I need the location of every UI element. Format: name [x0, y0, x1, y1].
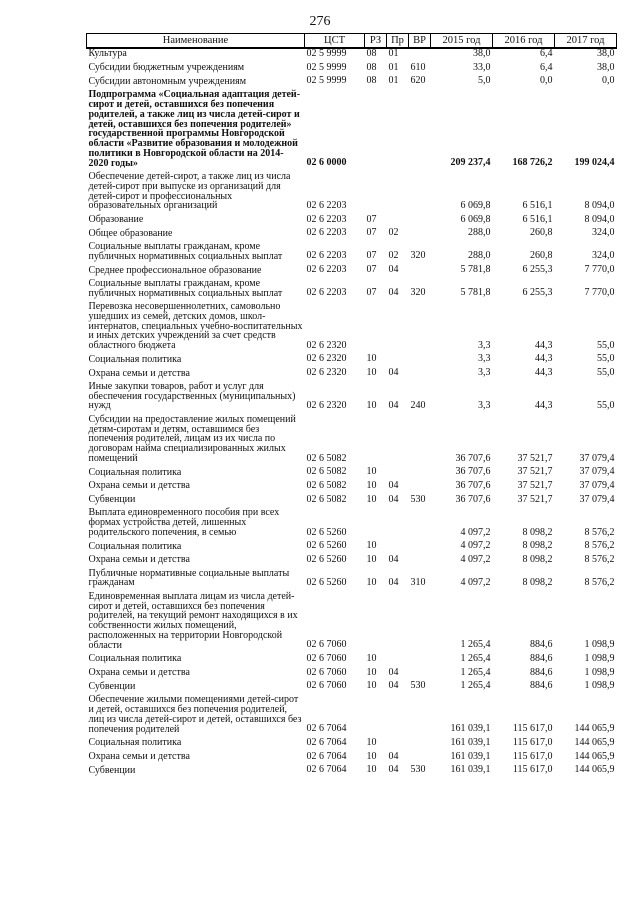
cell-vr — [409, 168, 431, 211]
table-row — [87, 262, 617, 276]
cell-name: Субсидии на предоставление жилых помещений детям-сиротам и детям, оставшимся без попечения родителей, лицам из их числа по договорам найма специализированных жилых помещений — [88, 413, 296, 464]
cell-pr — [387, 464, 409, 478]
cell-2015: 6 069,8 — [460, 199, 491, 211]
cell-2015: 36 707,6 — [455, 493, 491, 505]
cell-2015: 1 265,4 — [460, 653, 491, 665]
cell-pr: 04 — [388, 287, 399, 299]
cell-pr — [387, 538, 409, 552]
cell-pr: 04 — [388, 479, 399, 491]
cell-cst: 02 5 9999 — [306, 75, 347, 87]
cell-2015: 4 097,2 — [460, 540, 491, 552]
cell-cst: 02 6 2320 — [306, 339, 347, 351]
cell-rz: 10 — [366, 736, 377, 748]
cell-name: Подпрограмма «Социальная адаптация детей-сирот и детей, оставшихся без попечения родителей, а также лиц из числа детей-сирот и детей, оставшихся без попечения родителей» государственной программы Новгородской области «Развитие образования и молодежной политики в Новгородской области на 2014-2020 годы» — [88, 89, 301, 169]
cell-rz: 07 — [366, 227, 377, 239]
cell-2017: 0,0 — [602, 75, 615, 87]
cell-vr — [409, 262, 431, 276]
cell-pr: 02 — [388, 250, 399, 262]
table-row — [87, 565, 617, 588]
cell-cst: 02 6 2320 — [306, 353, 347, 365]
cell-pr: 04 — [388, 367, 399, 379]
cell-pr: 04 — [388, 577, 399, 589]
header-cst: ЦСТ — [305, 34, 365, 49]
cell-name: Культура — [88, 48, 127, 60]
cell-vr — [409, 505, 431, 538]
cell-2017: 55,0 — [597, 400, 615, 412]
cell-rz: 10 — [366, 479, 377, 491]
cell-rz: 07 — [366, 264, 377, 276]
cell-pr — [387, 298, 409, 350]
cell-2016: 6,4 — [540, 48, 553, 59]
cell-name: Публичные нормативные социальные выплаты гражданам — [88, 567, 290, 589]
cell-vr — [409, 48, 431, 59]
cell-rz: 07 — [366, 250, 377, 262]
cell-vr: 320 — [410, 250, 426, 262]
table-row — [87, 491, 617, 505]
cell-vr: 530 — [410, 680, 426, 692]
cell-cst: 02 6 5082 — [306, 479, 347, 491]
table-row — [87, 692, 617, 735]
cell-cst: 02 6 5082 — [306, 452, 347, 464]
cell-name: Социальные выплаты гражданам, кроме публичных нормативных социальных выплат — [88, 241, 283, 262]
table-row — [87, 762, 617, 776]
cell-vr — [409, 477, 431, 491]
page-number: 276 — [309, 14, 331, 29]
cell-pr — [387, 734, 409, 748]
cell-2015: 288,0 — [468, 227, 491, 239]
cell-2015: 6 069,8 — [460, 213, 491, 225]
cell-pr — [387, 87, 409, 169]
cell-name: Субсидии бюджетным учреждениям — [88, 62, 245, 74]
table-row — [87, 365, 617, 379]
table-row — [87, 378, 617, 411]
cell-2017: 8 094,0 — [584, 199, 615, 211]
cell-cst: 02 6 2203 — [306, 213, 347, 225]
cell-2017: 7 770,0 — [584, 287, 615, 299]
cell-name: Субвенции — [88, 764, 136, 776]
table-row — [87, 225, 617, 239]
cell-pr: 04 — [388, 680, 399, 692]
cell-rz: 10 — [366, 666, 377, 678]
cell-name: Социальная политика — [88, 466, 182, 478]
table-row — [87, 551, 617, 565]
cell-name: Охрана семьи и детства — [88, 480, 190, 492]
cell-pr — [387, 168, 409, 211]
table-row — [87, 239, 617, 262]
cell-name: Иные закупки товаров, работ и услуг для обеспечения государственных (муниципальных) нужд — [88, 380, 296, 412]
cell-name: Перевозка несовершеннолетних, самовольно ушедших из семей, детских домов, школ-интернатов, специальных учебно-воспитательных и иных детских учреждений за счет средств областного бюджета — [88, 300, 303, 352]
cell-2015: 3,3 — [478, 353, 491, 365]
header-name: Наименование — [87, 34, 305, 49]
cell-cst: 02 6 5260 — [306, 526, 347, 538]
cell-name: Социальная политика — [88, 353, 182, 365]
cell-rz — [365, 298, 387, 350]
cell-name: Охрана семьи и детства — [88, 750, 190, 762]
cell-2016: 44,3 — [535, 353, 553, 365]
cell-2015: 209 237,4 — [450, 157, 491, 169]
cell-2016: 115 617,0 — [512, 764, 553, 776]
cell-pr — [387, 351, 409, 365]
cell-2017: 8 576,2 — [584, 526, 615, 538]
cell-vr — [409, 748, 431, 762]
cell-rz — [365, 87, 387, 169]
cell-2016: 884,6 — [530, 653, 553, 665]
cell-rz — [365, 692, 387, 735]
cell-2016: 37 521,7 — [517, 452, 553, 464]
table-header-row — [87, 34, 617, 49]
cell-2015: 3,3 — [478, 339, 491, 351]
cell-pr — [387, 411, 409, 463]
cell-vr — [409, 734, 431, 748]
table-row — [87, 748, 617, 762]
table-row — [87, 87, 617, 169]
budget-table — [86, 33, 617, 775]
cell-vr — [409, 211, 431, 225]
cell-2017: 55,0 — [597, 367, 615, 379]
cell-vr — [409, 651, 431, 665]
cell-name: Охрана семьи и детства — [88, 667, 190, 679]
cell-2016: 37 521,7 — [517, 493, 553, 505]
cell-2016: 260,8 — [530, 227, 553, 239]
cell-pr: 02 — [388, 227, 399, 239]
cell-2017: 37 079,4 — [579, 479, 615, 491]
cell-vr: 310 — [410, 577, 426, 589]
cell-name: Выплата единовременного пособия при всех формах устройства детей, лишенных родительского попечения, в семью — [88, 507, 280, 538]
table-row — [87, 59, 617, 73]
cell-2015: 4 097,2 — [460, 526, 491, 538]
cell-cst: 02 6 2320 — [306, 400, 347, 412]
cell-2016: 260,8 — [530, 250, 553, 262]
cell-pr: 04 — [388, 750, 399, 762]
cell-2016: 6 255,3 — [522, 287, 553, 299]
cell-2015: 5,0 — [478, 75, 491, 87]
table-row — [87, 664, 617, 678]
cell-pr: 04 — [388, 666, 399, 678]
header-vr: ВР — [409, 34, 431, 49]
table-row — [87, 48, 617, 59]
cell-2015: 36 707,6 — [455, 452, 491, 464]
cell-2015: 5 781,8 — [460, 264, 491, 276]
cell-cst: 02 6 5260 — [306, 577, 347, 589]
cell-vr: 530 — [410, 493, 426, 505]
cell-rz — [365, 411, 387, 463]
cell-rz: 10 — [366, 750, 377, 762]
cell-2016: 0,0 — [540, 75, 553, 87]
cell-2015: 36 707,6 — [455, 466, 491, 478]
table-row — [87, 298, 617, 350]
cell-cst: 02 6 5260 — [306, 540, 347, 552]
cell-cst: 02 6 5082 — [306, 493, 347, 505]
cell-cst: 02 6 2203 — [306, 227, 347, 239]
cell-pr: 04 — [388, 264, 399, 276]
cell-2015: 161 039,1 — [450, 764, 491, 776]
cell-pr: 04 — [388, 493, 399, 505]
cell-vr — [409, 692, 431, 735]
cell-rz: 10 — [366, 400, 377, 412]
cell-pr: 01 — [388, 75, 399, 87]
cell-2017: 324,0 — [592, 227, 615, 239]
cell-name: Единовременная выплата лицам из числа детей-сирот и детей, оставшихся без попечения родителей, на текущий ремонт находящихся в их собственности жилых помещений, расположенных на территории Новгородской области — [88, 590, 298, 651]
cell-2017: 38,0 — [597, 48, 615, 59]
cell-vr — [409, 664, 431, 678]
cell-2016: 6 516,1 — [522, 199, 553, 211]
cell-rz: 10 — [366, 553, 377, 565]
cell-pr: 01 — [388, 61, 399, 73]
cell-rz: 10 — [366, 540, 377, 552]
cell-2016: 8 098,2 — [522, 526, 553, 538]
cell-rz: 10 — [366, 764, 377, 776]
cell-2016: 44,3 — [535, 367, 553, 379]
cell-rz: 10 — [366, 466, 377, 478]
cell-vr — [409, 551, 431, 565]
cell-cst: 02 6 2203 — [306, 287, 347, 299]
cell-vr — [409, 225, 431, 239]
cell-2016: 115 617,0 — [512, 750, 553, 762]
cell-2015: 1 265,4 — [460, 639, 491, 651]
cell-vr — [409, 351, 431, 365]
cell-2016: 8 098,2 — [522, 540, 553, 552]
cell-rz: 10 — [366, 653, 377, 665]
header-2015: 2015 год — [431, 34, 493, 49]
cell-vr: 610 — [410, 61, 426, 73]
cell-vr — [409, 87, 431, 169]
table-row — [87, 351, 617, 365]
cell-2016: 884,6 — [530, 680, 553, 692]
cell-name: Социальная политика — [88, 653, 182, 665]
cell-name: Субсидии автономным учреждениям — [88, 75, 247, 87]
cell-cst: 02 6 7060 — [306, 639, 347, 651]
cell-2016: 44,3 — [535, 400, 553, 412]
cell-2016: 8 098,2 — [522, 577, 553, 589]
cell-cst: 02 6 7064 — [306, 750, 347, 762]
cell-vr — [409, 298, 431, 350]
cell-vr: 530 — [410, 764, 426, 776]
cell-rz: 07 — [366, 287, 377, 299]
cell-cst: 02 6 5082 — [306, 466, 347, 478]
cell-2016: 6 255,3 — [522, 264, 553, 276]
cell-2017: 199 024,4 — [574, 157, 615, 169]
cell-cst: 02 6 2203 — [306, 264, 347, 276]
cell-vr — [409, 538, 431, 552]
cell-cst: 02 6 7060 — [306, 680, 347, 692]
cell-rz: 08 — [366, 48, 377, 59]
cell-cst: 02 5 9999 — [306, 48, 347, 59]
cell-2017: 144 065,9 — [574, 764, 615, 776]
cell-vr — [409, 365, 431, 379]
cell-cst: 02 6 7064 — [306, 723, 347, 735]
cell-2017: 55,0 — [597, 339, 615, 351]
cell-pr: 04 — [388, 400, 399, 412]
cell-2017: 144 065,9 — [574, 723, 615, 735]
cell-vr: 320 — [410, 287, 426, 299]
cell-2017: 8 576,2 — [584, 577, 615, 589]
cell-name: Социальная политика — [88, 737, 182, 749]
cell-cst: 02 6 7060 — [306, 653, 347, 665]
table-body — [87, 48, 617, 775]
table-row — [87, 211, 617, 225]
cell-cst: 02 6 7064 — [306, 736, 347, 748]
cell-name: Субвенции — [88, 494, 136, 506]
cell-name: Среднее профессиональное образование — [88, 264, 262, 276]
cell-vr — [409, 411, 431, 463]
cell-cst: 02 6 7060 — [306, 666, 347, 678]
cell-pr — [387, 692, 409, 735]
cell-cst: 02 6 0000 — [306, 157, 347, 169]
cell-rz: 10 — [366, 353, 377, 365]
cell-2017: 7 770,0 — [584, 264, 615, 276]
cell-rz: 08 — [366, 61, 377, 73]
table-row — [87, 678, 617, 692]
cell-2015: 38,0 — [473, 48, 491, 59]
table-row — [87, 477, 617, 491]
cell-2015: 161 039,1 — [450, 736, 491, 748]
cell-2016: 44,3 — [535, 339, 553, 351]
cell-2015: 36 707,6 — [455, 479, 491, 491]
cell-pr: 04 — [388, 764, 399, 776]
cell-2016: 8 098,2 — [522, 553, 553, 565]
cell-2017: 144 065,9 — [574, 736, 615, 748]
table-row — [87, 734, 617, 748]
cell-pr: 01 — [388, 48, 399, 59]
cell-2017: 37 079,4 — [579, 493, 615, 505]
cell-name: Обеспечение жилыми помещениями детей-сирот и детей, оставшихся без попечения родителей, лиц из числа детей-сирот и детей, оставшихся без попечения родителей — [88, 694, 302, 735]
header-pr: Пр — [387, 34, 409, 49]
cell-name: Образование — [88, 214, 144, 226]
cell-2016: 37 521,7 — [517, 479, 553, 491]
cell-vr: 620 — [410, 75, 426, 87]
header-rz: РЗ — [365, 34, 387, 49]
cell-name: Обеспечение детей-сирот, а также лиц из числа детей-сирот при выпуске из организаций для детей-сирот и профессиональных образовательных организаций — [88, 170, 291, 212]
cell-2015: 3,3 — [478, 367, 491, 379]
cell-2017: 8 094,0 — [584, 213, 615, 225]
cell-2017: 324,0 — [592, 250, 615, 262]
cell-2017: 8 576,2 — [584, 553, 615, 565]
cell-name: Субвенции — [88, 680, 136, 692]
cell-cst: 02 6 5260 — [306, 553, 347, 565]
cell-rz — [365, 505, 387, 538]
cell-2015: 3,3 — [478, 400, 491, 412]
cell-rz: 10 — [366, 493, 377, 505]
cell-2015: 1 265,4 — [460, 666, 491, 678]
cell-cst: 02 6 2203 — [306, 199, 347, 211]
cell-name: Охрана семьи и детства — [88, 367, 190, 379]
table-row — [87, 464, 617, 478]
table-row — [87, 168, 617, 211]
table-row — [87, 73, 617, 87]
cell-pr — [387, 505, 409, 538]
cell-2017: 144 065,9 — [574, 750, 615, 762]
cell-2016: 884,6 — [530, 639, 553, 651]
cell-2015: 5 781,8 — [460, 287, 491, 299]
cell-2017: 1 098,9 — [584, 680, 615, 692]
cell-rz: 07 — [366, 213, 377, 225]
cell-vr: 240 — [410, 400, 426, 412]
cell-name: Социальная политика — [88, 540, 182, 552]
cell-2017: 38,0 — [597, 61, 615, 73]
header-2017: 2017 год — [555, 34, 617, 49]
cell-name: Охрана семьи и детства — [88, 554, 190, 566]
cell-pr — [387, 651, 409, 665]
cell-2016: 6 516,1 — [522, 213, 553, 225]
cell-2016: 115 617,0 — [512, 736, 553, 748]
cell-2015: 4 097,2 — [460, 577, 491, 589]
cell-2017: 8 576,2 — [584, 540, 615, 552]
cell-2016: 37 521,7 — [517, 466, 553, 478]
cell-2017: 1 098,9 — [584, 639, 615, 651]
cell-pr: 04 — [388, 553, 399, 565]
cell-2017: 1 098,9 — [584, 666, 615, 678]
cell-cst: 02 6 2203 — [306, 250, 347, 262]
table-row — [87, 505, 617, 538]
cell-2017: 55,0 — [597, 353, 615, 365]
cell-rz: 08 — [366, 75, 377, 87]
cell-rz: 10 — [366, 680, 377, 692]
table-row — [87, 411, 617, 463]
cell-2016: 884,6 — [530, 666, 553, 678]
cell-rz: 10 — [366, 577, 377, 589]
cell-cst: 02 6 2320 — [306, 367, 347, 379]
cell-2015: 4 097,2 — [460, 553, 491, 565]
cell-rz — [365, 588, 387, 650]
table-row — [87, 651, 617, 665]
cell-2016: 168 726,2 — [512, 157, 553, 169]
cell-vr — [409, 464, 431, 478]
table-row — [87, 588, 617, 650]
cell-cst: 02 5 9999 — [306, 61, 347, 73]
cell-cst: 02 6 7064 — [306, 764, 347, 776]
cell-2015: 161 039,1 — [450, 723, 491, 735]
cell-2017: 37 079,4 — [579, 452, 615, 464]
cell-pr — [387, 211, 409, 225]
cell-2015: 1 265,4 — [460, 680, 491, 692]
header-2016: 2016 год — [493, 34, 555, 49]
cell-2017: 1 098,9 — [584, 653, 615, 665]
table-row — [87, 275, 617, 298]
cell-2016: 6,4 — [540, 61, 553, 73]
cell-2015: 161 039,1 — [450, 750, 491, 762]
cell-name: Социальные выплаты гражданам, кроме публичных нормативных социальных выплат — [88, 277, 283, 299]
cell-rz: 10 — [366, 367, 377, 379]
cell-rz — [365, 168, 387, 211]
cell-2015: 288,0 — [468, 250, 491, 262]
cell-2015: 33,0 — [473, 61, 491, 73]
cell-2016: 115 617,0 — [512, 723, 553, 735]
table-row — [87, 538, 617, 552]
cell-2017: 37 079,4 — [579, 466, 615, 478]
cell-pr — [387, 588, 409, 650]
cell-name: Общее образование — [88, 227, 173, 239]
cell-vr — [409, 588, 431, 650]
